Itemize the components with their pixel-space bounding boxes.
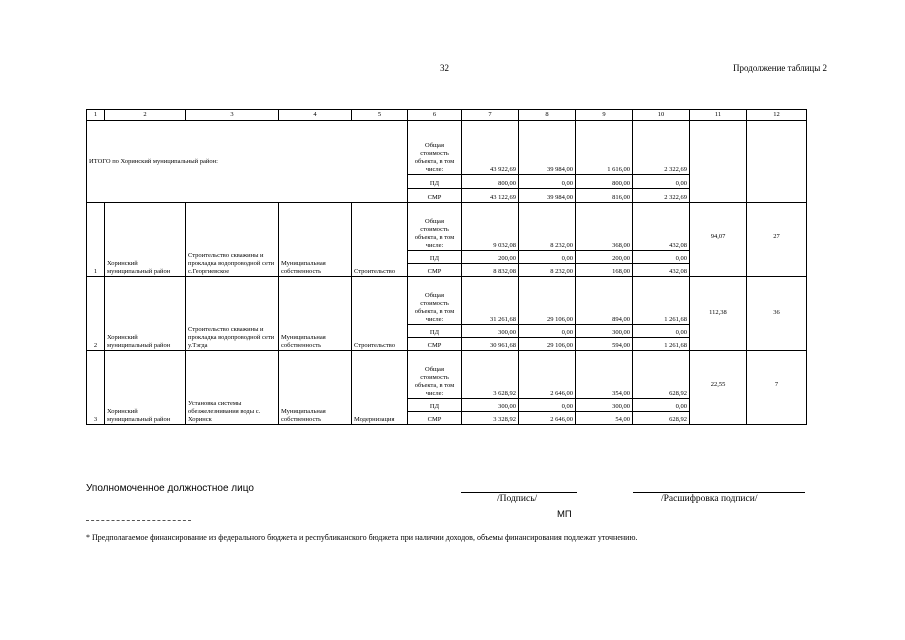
item-1-row-general: [87, 203, 807, 251]
signature-decode-caption: /Расшифровка подписи/: [661, 494, 758, 504]
value-cell: 22,55: [690, 351, 747, 425]
cost-kind: Общая стоимость объекта, в том числе:: [408, 121, 462, 175]
value-cell: 300,00: [462, 399, 519, 412]
value-cell: 27: [747, 203, 807, 277]
signature-caption: /Подпись/: [497, 494, 538, 504]
column-numbers-row: [87, 110, 807, 121]
cost-kind: Общая стоимость объекта, в том числе:: [408, 203, 462, 251]
value-cell: 3 628,92: [462, 351, 519, 399]
column-number: 8: [519, 110, 576, 121]
column-number: 1: [87, 110, 105, 121]
cost-kind: СМР: [408, 412, 462, 425]
value-cell: 39 984,00: [519, 189, 576, 203]
cost-kind: ПД: [408, 325, 462, 338]
item-number: 2: [87, 277, 105, 351]
value-cell: 168,00: [576, 264, 633, 277]
value-cell: 0,00: [519, 399, 576, 412]
empty-cell: [747, 121, 807, 203]
empty-cell: [690, 121, 747, 203]
signature-decode-line: [633, 492, 805, 493]
footnote: * Предполагаемое финансирование из федерального бюджета и республиканского бюджета при наличии доходов, объемы финансирования подлежат уточнению.: [86, 533, 638, 542]
column-number: 9: [576, 110, 633, 121]
value-cell: 300,00: [576, 399, 633, 412]
value-cell: 36: [747, 277, 807, 351]
column-number: 5: [352, 110, 408, 121]
value-cell: 894,00: [576, 277, 633, 325]
value-cell: 31 261,68: [462, 277, 519, 325]
value-cell: 8 832,08: [462, 264, 519, 277]
value-cell: 628,92: [633, 351, 690, 399]
work-type-cell: Строительство: [352, 203, 408, 277]
value-cell: 0,00: [633, 251, 690, 264]
value-cell: 54,00: [576, 412, 633, 425]
value-cell: 2 646,00: [519, 412, 576, 425]
value-cell: 300,00: [576, 325, 633, 338]
value-cell: 2 322,69: [633, 189, 690, 203]
value-cell: 0,00: [519, 325, 576, 338]
item-3-row-general: [87, 351, 807, 399]
ownership-cell: Муниципальная собственность: [279, 203, 352, 277]
table-continuation-label: Продолжение таблицы 2: [733, 63, 827, 73]
value-cell: 368,00: [576, 203, 633, 251]
column-number: 2: [105, 110, 186, 121]
cost-kind: Общая стоимость объекта, в том числе:: [408, 277, 462, 325]
value-cell: 800,00: [576, 175, 633, 189]
value-cell: 200,00: [462, 251, 519, 264]
value-cell: 200,00: [576, 251, 633, 264]
total-label: ИТОГО по Хоринский муниципальный район:: [87, 121, 408, 203]
value-cell: 29 106,00: [519, 277, 576, 325]
value-cell: 39 984,00: [519, 121, 576, 175]
column-number: 12: [747, 110, 807, 121]
value-cell: 0,00: [633, 325, 690, 338]
value-cell: 43 122,69: [462, 189, 519, 203]
value-cell: 0,00: [633, 175, 690, 189]
cost-kind: ПД: [408, 251, 462, 264]
value-cell: 0,00: [519, 251, 576, 264]
page-number: 32: [440, 63, 449, 73]
value-cell: 0,00: [633, 399, 690, 412]
value-cell: 112,38: [690, 277, 747, 351]
object-name-cell: Установка системы обезжелезнивания воды с. Хоринск: [186, 351, 279, 425]
value-cell: 29 106,00: [519, 338, 576, 351]
cost-kind: СМР: [408, 189, 462, 203]
value-cell: 594,00: [576, 338, 633, 351]
value-cell: 7: [747, 351, 807, 425]
cost-kind: ПД: [408, 399, 462, 412]
item-2-row-general: [87, 277, 807, 325]
value-cell: 800,00: [462, 175, 519, 189]
column-number: 7: [462, 110, 519, 121]
cost-kind: ПД: [408, 175, 462, 189]
value-cell: 432,08: [633, 264, 690, 277]
work-type-cell: Строительство: [352, 277, 408, 351]
value-cell: 1 261,68: [633, 338, 690, 351]
value-cell: 816,00: [576, 189, 633, 203]
column-number: 11: [690, 110, 747, 121]
footnote-divider: [86, 520, 191, 521]
object-name-cell: Строительство скважины и прокладка водопроводной сети у.Тэгда: [186, 277, 279, 351]
column-number: 3: [186, 110, 279, 121]
value-cell: 8 232,00: [519, 203, 576, 251]
value-cell: 1 261,68: [633, 277, 690, 325]
value-cell: 354,00: [576, 351, 633, 399]
value-cell: 8 232,00: [519, 264, 576, 277]
value-cell: 2 646,00: [519, 351, 576, 399]
ownership-cell: Муниципальная собственность: [279, 277, 352, 351]
item-number: 3: [87, 351, 105, 425]
column-number: 10: [633, 110, 690, 121]
object-name-cell: Строительство скважины и прокладка водопроводной сети с.Георгиевское: [186, 203, 279, 277]
value-cell: 43 922,69: [462, 121, 519, 175]
value-cell: 300,00: [462, 325, 519, 338]
item-number: 1: [87, 203, 105, 277]
value-cell: 2 322,69: [633, 121, 690, 175]
cost-kind: СМР: [408, 338, 462, 351]
ownership-cell: Муниципальная собственность: [279, 351, 352, 425]
value-cell: 1 616,00: [576, 121, 633, 175]
work-type-cell: Модернизация: [352, 351, 408, 425]
value-cell: 30 961,68: [462, 338, 519, 351]
cost-kind: Общая стоимость объекта, в том числе:: [408, 351, 462, 399]
value-cell: 0,00: [519, 175, 576, 189]
value-cell: 432,08: [633, 203, 690, 251]
district-cell: Хоринский муниципальный район: [105, 277, 186, 351]
column-number: 4: [279, 110, 352, 121]
cost-kind: СМР: [408, 264, 462, 277]
stamp-placeholder: МП: [557, 509, 572, 520]
funding-table: [86, 109, 807, 425]
official-label: Уполномоченное должностное лицо: [86, 483, 254, 494]
total-row-general: [87, 121, 807, 175]
value-cell: 3 328,92: [462, 412, 519, 425]
district-cell: Хоринский муниципальный район: [105, 351, 186, 425]
column-number: 6: [408, 110, 462, 121]
value-cell: 94,07: [690, 203, 747, 277]
value-cell: 9 032,08: [462, 203, 519, 251]
signature-line: [461, 492, 577, 493]
value-cell: 628,92: [633, 412, 690, 425]
district-cell: Хоринский муниципальный район: [105, 203, 186, 277]
